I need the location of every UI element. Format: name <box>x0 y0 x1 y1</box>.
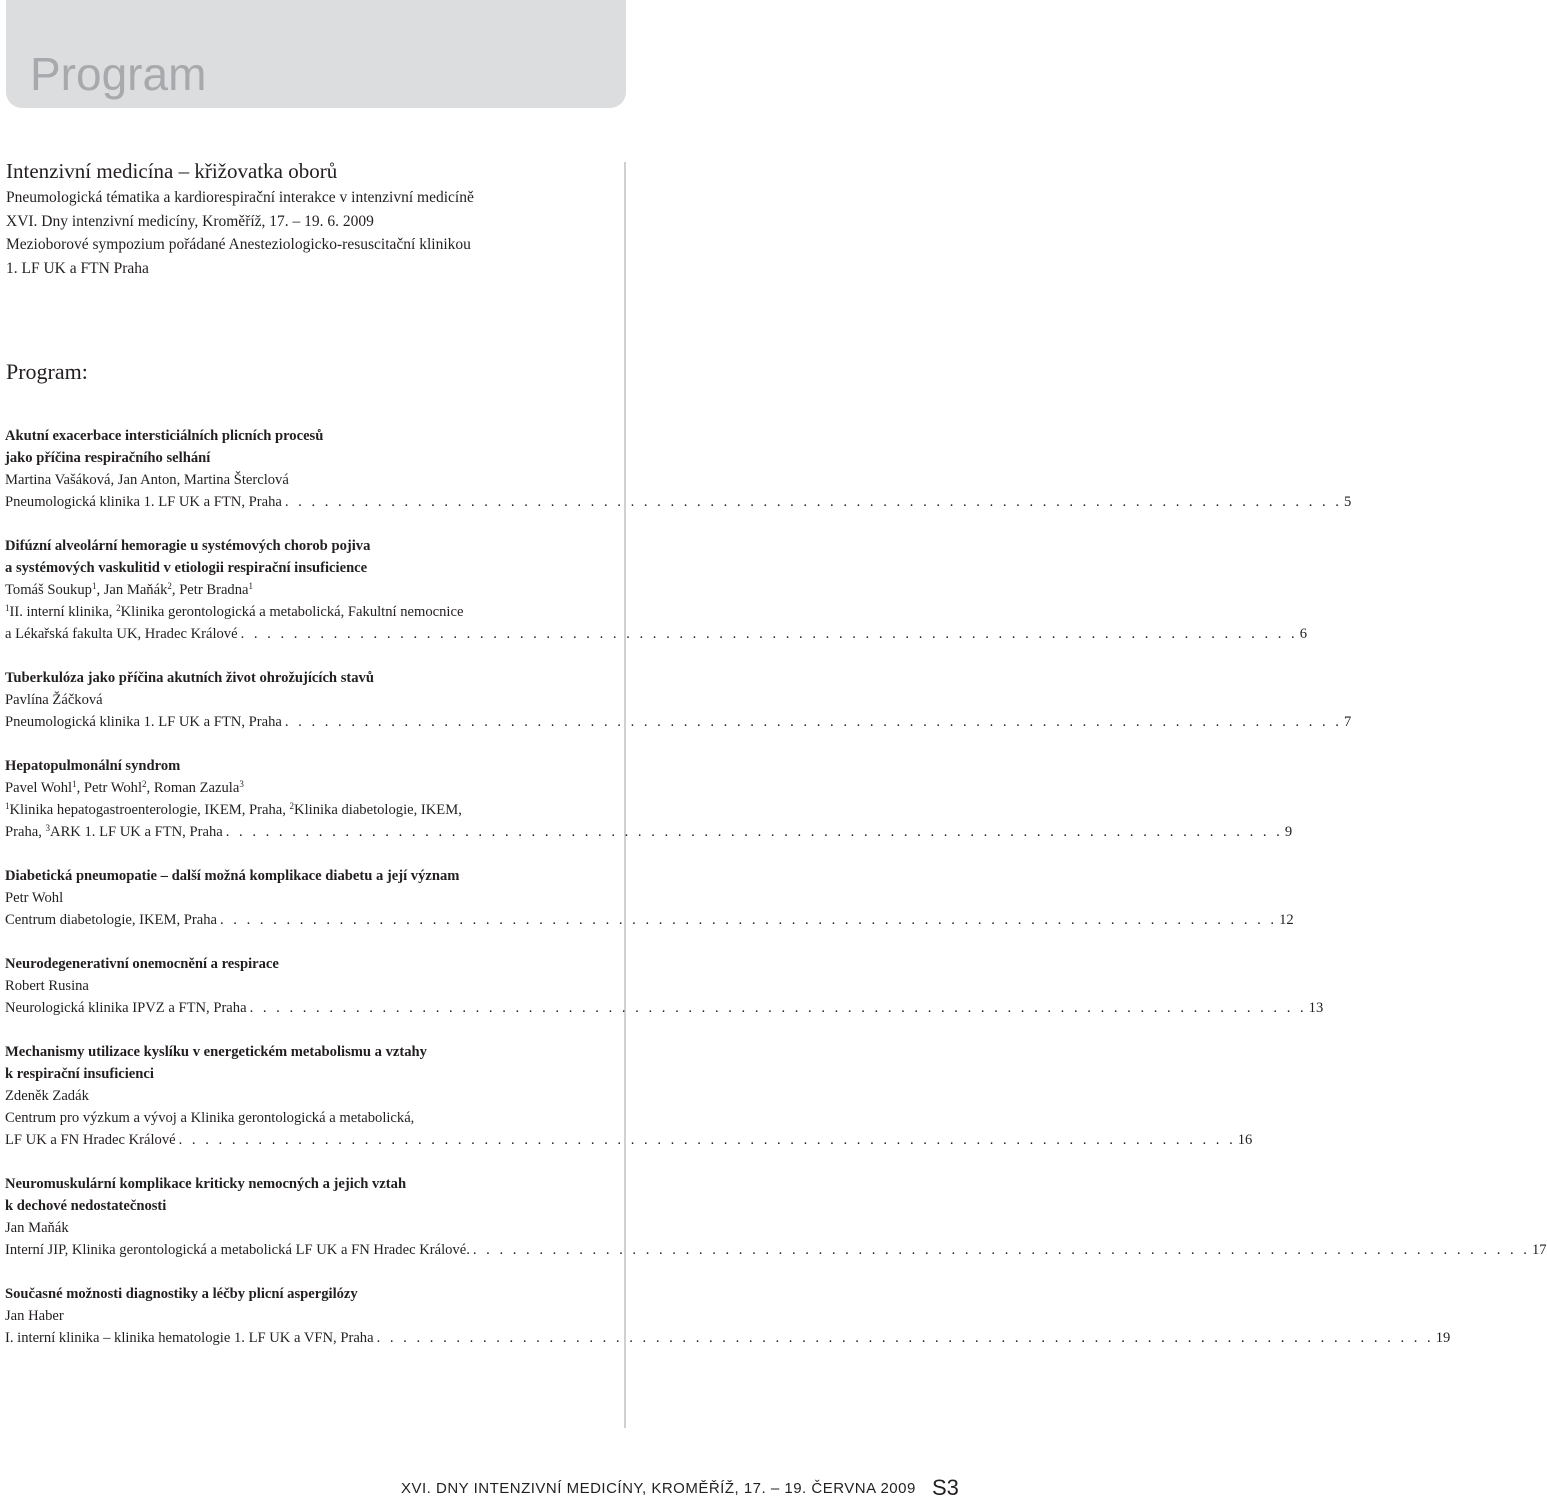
text-segment: Martina Vašáková, Jan Anton, Martina Šterclová <box>5 472 289 488</box>
page-title: Program <box>30 48 207 100</box>
text-segment: Robert Rusina <box>5 978 89 994</box>
entry-page-number: 12 <box>1279 912 1294 928</box>
conference-info <box>6 158 606 280</box>
footnote-marker: 1 <box>248 581 253 591</box>
entry-affiliation-line <box>5 1239 1547 1261</box>
footnote-marker: 2 <box>289 801 295 811</box>
text-segment: Centrum diabetologie, IKEM, Praha <box>5 912 217 928</box>
text-segment: Pavlína Žáčková <box>5 692 103 708</box>
entry-affiliation-line <box>5 909 1294 931</box>
entry-authors <box>5 469 573 491</box>
dot-leader: . . . . . . . . . . . . . . . . . . . . . . . . . . . . . . . . . . . . . . . . . . . . . . . . . . . . . . . . . . . . . . . . . . . . . . . . . . . . . . . . <box>178 1132 1236 1148</box>
entry-title: k dechové nedostatečnosti <box>5 1198 167 1214</box>
entry-title: Mechanismy utilizace kyslíku v energetickém metabolismu a vztahy <box>5 1044 427 1060</box>
entry-title: k respirační insuficienci <box>5 1066 154 1082</box>
program-entry <box>5 1283 1451 1349</box>
text-segment: Neurologická klinika IPVZ a FTN, Praha <box>5 1000 247 1016</box>
entry-affiliation <box>5 909 217 931</box>
entry-affiliation <box>5 601 573 623</box>
entry-title: Současné možnosti diagnostiky a léčby plicní aspergilózy <box>5 1286 358 1302</box>
conference-line: XVI. Dny intenzivní medicíny, Kroměříž, 17. – 19. 6. 2009 <box>6 212 374 230</box>
entry-title: Tuberkulóza jako příčina akutních život ohrožujících stavů <box>5 670 374 686</box>
page-number: S3 <box>932 1475 959 1500</box>
entry-authors <box>5 579 573 601</box>
entry-title: Diabetická pneumopatie – další možná komplikace diabetu a její význam <box>5 868 460 884</box>
text-segment: II. interní klinika, <box>9 604 117 620</box>
text-segment: Jan Maňák <box>5 1220 69 1236</box>
footnote-marker: 1 <box>91 581 97 591</box>
entry-affiliation-line <box>5 1327 1451 1349</box>
text-segment: Pneumologická klinika 1. LF UK a FTN, Praha <box>5 494 282 510</box>
footnote-marker: 2 <box>167 581 172 591</box>
text-segment: LF UK a FN Hradec Králové <box>5 1132 176 1148</box>
footnote-marker: 3 <box>239 779 244 789</box>
entry-affiliation <box>5 711 282 733</box>
program-heading: Program: <box>6 359 88 384</box>
footnote-marker: 1 <box>72 779 77 789</box>
entry-affiliation <box>5 1239 470 1261</box>
dot-leader: . . . . . . . . . . . . . . . . . . . . . . . . . . . . . . . . . . . . . . . . . . . . . . . . . . . . . . . . . . . . . . . . . . . . . . . . . . . . . . . . <box>225 824 1283 840</box>
entry-authors <box>5 975 573 997</box>
program-entry <box>5 1041 1253 1151</box>
entry-affiliation <box>5 1327 374 1349</box>
entry-affiliation <box>5 821 223 843</box>
dot-leader: . . . . . . . . . . . . . . . . . . . . . . . . . . . . . . . . . . . . . . . . . . . . . . . . . . . . . . . . . . . . . . . . . . . . . . . . . . . . . . . . <box>240 626 1298 642</box>
entry-authors <box>5 887 573 909</box>
entry-affiliation <box>5 799 573 821</box>
program-entry <box>5 535 1307 645</box>
entry-page-number: 19 <box>1435 1330 1451 1346</box>
entry-affiliation <box>5 491 282 513</box>
entry-affiliation-line <box>5 711 1352 733</box>
text-segment: Klinika hepatogastroenterologie, IKEM, Praha, <box>9 802 290 818</box>
entry-page-number: 7 <box>1343 714 1352 730</box>
running-footer: XVI. DNY INTENZIVNÍ MEDICÍNY, KROMĚŘÍŽ, 17. – 19. ČERVNA 2009 <box>401 1480 916 1497</box>
text-segment: , Petr Wohl <box>76 780 143 796</box>
conference-line: Pneumologická tématika a kardiorespirační interakce v intenzivní medicíně <box>6 189 474 206</box>
entry-page-number: 6 <box>1299 626 1307 642</box>
entry-authors <box>5 689 573 711</box>
text-segment: Pavel Wohl <box>5 780 73 796</box>
entry-authors <box>5 1305 573 1327</box>
entry-affiliation-line <box>5 1129 1253 1151</box>
footnote-marker: 1 <box>5 801 10 811</box>
program-entry <box>5 953 1324 1019</box>
entry-title: Hepatopulmonální syndrom <box>5 758 181 774</box>
dot-leader: . . . . . . . . . . . . . . . . . . . . . . . . . . . . . . . . . . . . . . . . . . . . . . . . . . . . . . . . . . . . . . . . . . . . . . . . . . . . . . . . <box>376 1330 1434 1346</box>
entry-affiliation-line <box>5 623 1307 645</box>
text-segment: a Lékařská fakulta UK, Hradec Králové <box>5 626 238 642</box>
dot-leader: . . . . . . . . . . . . . . . . . . . . . . . . . . . . . . . . . . . . . . . . . . . . . . . . . . . . . . . . . . . . . . . . . . . . . . . . . . . . . . . . <box>472 1242 1530 1258</box>
text-segment: Pneumologická klinika 1. LF UK a FTN, Praha <box>5 714 282 730</box>
entry-authors <box>5 1217 573 1239</box>
conference-line: Mezioborové sympozium pořádané Anesteziologicko-resuscitační klinikou <box>6 236 471 253</box>
entry-title: jako příčina respiračního selhání <box>5 450 211 466</box>
entry-title: Neuromuskulární komplikace kriticky nemocných a jejich vztah <box>5 1176 407 1192</box>
text-segment: I. interní klinika – klinika hematologie 1. LF UK a VFN, Praha <box>5 1330 374 1346</box>
program-entry <box>5 667 1352 733</box>
text-segment: Klinika gerontologická a metabolická, Fakultní nemocnice <box>120 604 464 620</box>
entry-title: Difúzní alveolární hemoragie u systémových chorob pojiva <box>5 538 371 554</box>
entry-title: a systémových vaskulitid v etiologii respirační insuficience <box>5 560 368 576</box>
dot-leader: . . . . . . . . . . . . . . . . . . . . . . . . . . . . . . . . . . . . . . . . . . . . . . . . . . . . . . . . . . . . . . . . . . . . . . . . . . . . . . . . <box>284 494 1342 510</box>
text-segment: ARK 1. LF UK a FTN, Praha <box>50 824 223 840</box>
entry-page-number: 13 <box>1308 1000 1324 1016</box>
entry-title: Akutní exacerbace intersticiálních plicních procesů <box>5 428 324 444</box>
entry-authors <box>5 1085 573 1107</box>
dot-leader: . . . . . . . . . . . . . . . . . . . . . . . . . . . . . . . . . . . . . . . . . . . . . . . . . . . . . . . . . . . . . . . . . . . . . . . . . . . . . . . . <box>249 1000 1307 1016</box>
program-entry <box>5 1173 1547 1261</box>
conference-title: Intenzivní medicína – křižovatka oborů <box>6 159 338 183</box>
footnote-marker: 3 <box>45 823 51 833</box>
program-entry <box>5 865 1294 931</box>
entry-page-number: 16 <box>1237 1132 1253 1148</box>
entry-affiliation-line <box>5 821 1293 843</box>
entry-affiliation-line <box>5 997 1324 1019</box>
entry-page-number: 17 <box>1531 1242 1547 1258</box>
text-segment: Centrum pro výzkum a vývoj a Klinika gerontologická a metabolická, <box>5 1110 415 1126</box>
text-segment: Petr Wohl <box>5 890 64 906</box>
text-segment: Zdeněk Zadák <box>5 1088 89 1104</box>
entry-affiliation <box>5 1129 176 1151</box>
footnote-marker: 2 <box>142 779 147 789</box>
entry-affiliation-line <box>5 491 1352 513</box>
footnote-marker: 1 <box>5 603 10 613</box>
entry-affiliation <box>5 1107 573 1129</box>
text-segment: Tomáš Soukup <box>5 582 92 598</box>
entry-affiliation <box>5 997 247 1019</box>
entry-page-number: 9 <box>1284 824 1293 840</box>
text-segment: , Jan Maňák <box>96 582 168 598</box>
text-segment: , Petr Bradna <box>171 582 249 598</box>
text-segment: Praha, <box>5 824 46 840</box>
text-segment: Interní JIP, Klinika gerontologická a metabolická LF UK a FN Hradec Králové. <box>5 1242 470 1258</box>
footnote-marker: 2 <box>116 603 121 613</box>
program-entry <box>5 755 1293 843</box>
text-segment: , Roman Zazula <box>146 780 240 796</box>
dot-leader: . . . . . . . . . . . . . . . . . . . . . . . . . . . . . . . . . . . . . . . . . . . . . . . . . . . . . . . . . . . . . . . . . . . . . . . . . . . . . . . . <box>284 714 1342 730</box>
entry-authors <box>5 777 573 799</box>
entry-affiliation <box>5 623 238 645</box>
program-entry <box>5 425 1352 513</box>
text-segment: Jan Haber <box>5 1308 64 1324</box>
dot-leader: . . . . . . . . . . . . . . . . . . . . . . . . . . . . . . . . . . . . . . . . . . . . . . . . . . . . . . . . . . . . . . . . . . . . . . . . . . . . . . . . <box>219 912 1278 928</box>
program-list <box>5 425 1547 1371</box>
text-segment: Klinika diabetologie, IKEM, <box>294 802 462 818</box>
conference-line: 1. LF UK a FTN Praha <box>6 259 149 277</box>
entry-title: Neurodegenerativní onemocnění a respirace <box>5 956 279 972</box>
entry-page-number: 5 <box>1343 494 1352 510</box>
